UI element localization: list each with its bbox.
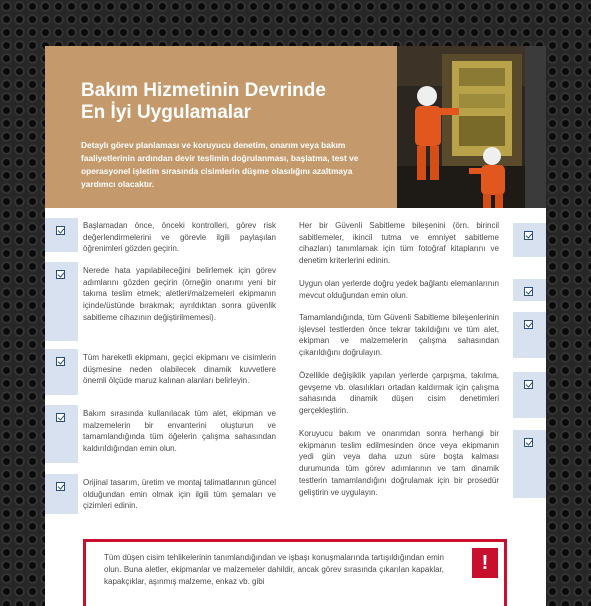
- checklist-text: Her bir Güvenli Sabitleme bileşenini (örn. birincil sabitlemeler, ikincil tutma ve emniyet sabitleme cihazları) tanımlamak için tüm fotoğraf kitaplarını ve denetim kriterlerini edinin.: [299, 221, 499, 266]
- checkbox-item-8[interactable]: [513, 312, 546, 358]
- checklist-text: Özellikle değişiklik yapılan yerlerde çarpışma, takılma, gevşeme vb. olasılıkları ortadan kaldırmak için çalışma sahasında dinamik düşen cisim denetimleri gerçekleştirin.: [299, 371, 499, 416]
- checkbox-item-1[interactable]: [45, 218, 78, 252]
- check-icon: [56, 357, 65, 366]
- intro-text: Detaylı görev planlaması ve koruyucu denetim, onarım veya bakım faaliyetlerinin ardından devir teslimin doğrulanması, başlatma, test ve operasyonel işletim sırasında cisimlerin düşme olasılığını azaltmaya yardımcı olacaktır.: [81, 140, 359, 189]
- check-icon: [56, 482, 65, 491]
- checkbox-item-7[interactable]: [513, 279, 546, 301]
- checkbox-item-2[interactable]: [45, 262, 78, 341]
- check-icon: [56, 413, 65, 422]
- checklist-text: Başlamadan önce, önceki kontrolleri, görev risk değerlendirmelerini ve görevle ilgili paylaşılan öğrenimleri gözden geçirin.: [83, 221, 276, 254]
- checkbox-item-6[interactable]: [513, 223, 546, 257]
- check-icon: [56, 226, 65, 235]
- document-sheet: [45, 46, 546, 606]
- check-icon: [524, 320, 533, 329]
- check-icon: [524, 438, 533, 447]
- checklist-text: Koruyucu bakım ve onarımdan sonra herhangi bir ekipmanın teslim edilmesinden önce veya ekipmanın yedi gün veya daha uzun süre boşta kalması durumunda tüm görev adımlarının ve tam dinamik testlerin tamamlandığını doğrulamak için bir prosedür geliştirin ve uygulayın.: [299, 429, 499, 497]
- check-icon: [524, 380, 533, 389]
- checkbox-item-3[interactable]: [45, 349, 78, 395]
- check-icon: [56, 270, 65, 279]
- page-title: [81, 80, 381, 124]
- checkbox-item-10[interactable]: [513, 430, 546, 498]
- checkbox-item-5[interactable]: [45, 474, 78, 514]
- checklist-text: Nerede hata yapılabileceğini belirlemek için görev adımlarını gözden geçirin (örneğin onarımı yeni bir takıma teslim etmek; aletleri/malzemeleri ekipmanın içinde/üstünde bırakmak; ayrıldıktan sonra güvenlik sabitleme cihazının değiştirilmemesi).: [83, 266, 276, 322]
- checklist-text: Orijinal tasarım, üretim ve montaj talimatlarının güncel olduğundan emin olmak için ilgili tüm şemaları ve çizimleri edinin.: [83, 478, 276, 511]
- header-banner: [45, 46, 397, 208]
- exclamation-icon: !: [472, 548, 498, 578]
- warning-text: Tüm düşen cisim tehlikelerinin tanımlandığından ve işbaşı konuşmalarında tartışıldığından emin olun. Buna aletler, ekipmanlar ve malzemeler dahildir, ancak görev sırasında çıkarılan kapaklar, kapakçıklar, aşınmış malzeme, enkaz vb. gibi: [104, 553, 444, 586]
- title-line-2: En İyi Uygulamalar: [81, 102, 252, 123]
- check-icon: [524, 231, 533, 240]
- check-icon: [524, 287, 533, 296]
- checklist-text: Tüm hareketli ekipmanı, geçici ekipmanı ve cisimlerin düşmesine neden olabilecek dinamik kuvvetlere önemli ölçüde maruz kalınan alanları belirleyin.: [83, 353, 276, 386]
- checkbox-item-4[interactable]: [45, 405, 78, 463]
- title-line-1: Bakım Hizmetinin Devrinde: [81, 80, 326, 101]
- workers-photo: [397, 46, 546, 208]
- checklist-text: Tamamlandığında, tüm Güvenli Sabitleme bileşenlerinin işlevsel testlerden önce tekrar takıldığını ve tüm alet, ekipman ve malzemelerin çalışma sahasından çıkarıldığını doğrulayın.: [299, 313, 499, 358]
- checklist-text: Bakım sırasında kullanılacak tüm alet, ekipman ve malzemelerin bir envanterini oluşturun ve tamamlandığında tüm öğelerin çalışma sahasından kaldırıldığından emin olun.: [83, 409, 276, 454]
- checklist-text: Uygun olan yerlerde doğru yedek bağlantı elemanlarının mevcut olduğundan emin olun.: [299, 279, 499, 300]
- warning-box: [83, 539, 507, 606]
- checkbox-item-9[interactable]: [513, 372, 546, 418]
